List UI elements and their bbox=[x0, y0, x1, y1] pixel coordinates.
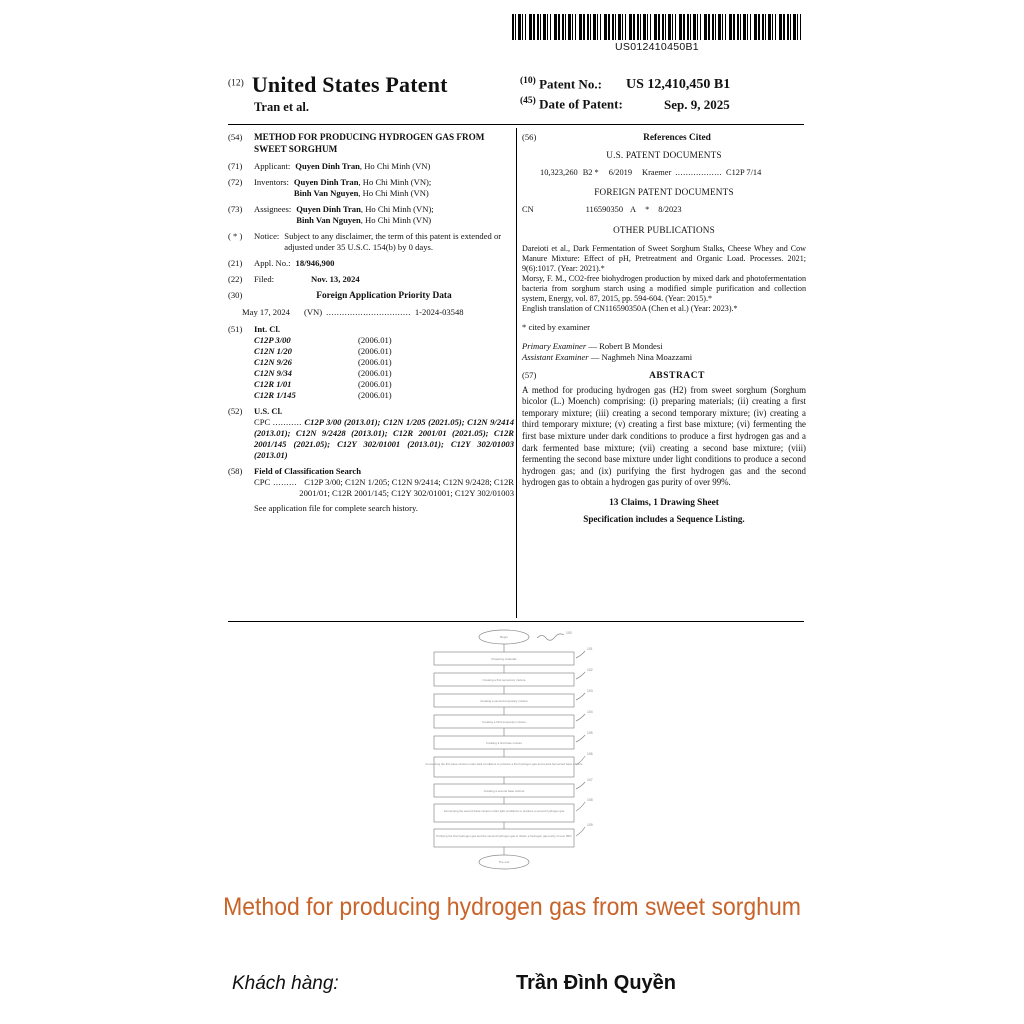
priority-country: (VN) bbox=[303, 306, 323, 317]
field-int-cl bbox=[228, 324, 514, 401]
right-column bbox=[522, 132, 806, 525]
int-cl-symbol: C12R 1/01 bbox=[254, 378, 292, 389]
assistant-examiner-name: — Naghmeh Nina Moazzami bbox=[590, 351, 693, 362]
field-references-cited bbox=[522, 132, 806, 144]
references-code: (56) bbox=[522, 132, 537, 142]
flow-step-ref: 109 bbox=[587, 823, 593, 827]
field-priority bbox=[228, 290, 514, 302]
process-flow-diagram bbox=[424, 628, 624, 876]
field-appl-no bbox=[228, 258, 514, 269]
kind-code: (12) bbox=[228, 78, 244, 89]
date-of-patent-value: Sep. 9, 2025 bbox=[664, 96, 730, 112]
field-invention-title bbox=[228, 132, 514, 156]
field-filed bbox=[228, 274, 514, 285]
assistant-examiner-label: Assistant Examiner bbox=[522, 351, 589, 362]
appl-no-code: (21) bbox=[228, 257, 243, 268]
int-cl-symbol: C12R 1/145 bbox=[254, 389, 296, 400]
barcode-block bbox=[512, 14, 802, 53]
field-search-dots: ......... bbox=[273, 476, 298, 487]
int-cl-row bbox=[254, 368, 514, 379]
sequence-listing-line: Specification includes a Sequence Listing. bbox=[583, 513, 745, 524]
document-caption: Method for producing hydrogen gas from sweet sorghum bbox=[223, 893, 801, 921]
int-cl-row bbox=[254, 390, 514, 401]
field-search-cpc-label: CPC bbox=[254, 476, 271, 487]
barcode-number: US012410450B1 bbox=[615, 41, 699, 53]
assignee-2-location: , Ho Chi Minh (VN) bbox=[360, 214, 432, 225]
primary-examiner-name: — Robert B Mondesi bbox=[588, 340, 663, 351]
claims-count-line: 13 Claims, 1 Drawing Sheet bbox=[609, 497, 719, 508]
other-publication-item: Morsy, F. M., CO2-free biohydrogen production by mixed dark and photofermentation bacteria from sorghum starch using a modified simple purification and collection system, Energy, vol. 87, 2015, pp. 594-604. (Year: 2015).* bbox=[522, 274, 806, 304]
foreign-doc-kind: A bbox=[630, 205, 637, 215]
field-us-cl bbox=[228, 406, 514, 461]
priority-heading: Foreign Application Priority Data bbox=[316, 290, 452, 301]
int-cl-symbol: C12N 9/34 bbox=[254, 367, 292, 378]
int-cl-symbol: C12P 3/00 bbox=[254, 334, 291, 345]
other-publication-item: English translation of CN116590350A (Chen et al.) (Year: 2023).* bbox=[522, 304, 738, 314]
priority-code: (30) bbox=[228, 289, 243, 300]
inventor-1-location: , Ho Chi Minh (VN); bbox=[358, 176, 432, 187]
assignees-code: (73) bbox=[228, 203, 243, 214]
applicant-label: Applicant: bbox=[254, 160, 291, 171]
other-publication-item: Dareioti et al., Dark Fermentation of Sweet Sorghum Stalks, Cheese Whey and Cow Manure Mixture: Effect of pH, Pretreatment and Organic Load. Processes. 2021; 9(6):1017. (Year: 2021).* bbox=[522, 243, 806, 274]
title-right bbox=[520, 72, 804, 113]
us-doc-name: Kraemer bbox=[642, 167, 672, 177]
filed-label: Filed: bbox=[254, 273, 275, 284]
int-cl-version: (2006.01) bbox=[358, 356, 392, 367]
notice-text: Subject to any disclaimer, the term of this patent is extended or adjusted under 35 U.S.C. 154(b) by 0 days. bbox=[284, 230, 502, 252]
inventor-2-name: Binh Van Nguyen bbox=[293, 187, 359, 198]
inventors-label: Inventors: bbox=[254, 176, 289, 187]
abstract-header bbox=[522, 370, 806, 382]
patent-no-value: US 12,410,450 B1 bbox=[626, 77, 731, 93]
primary-examiner-label: Primary Examiner bbox=[522, 340, 587, 351]
field-applicant bbox=[228, 161, 514, 172]
us-cl-heading: U.S. Cl. bbox=[254, 405, 283, 416]
cited-by-examiner-note: * cited by examiner bbox=[522, 321, 591, 332]
priority-row bbox=[242, 307, 514, 318]
int-cl-rows bbox=[254, 335, 514, 401]
flow-step-ref: 101 bbox=[587, 647, 593, 651]
us-doc-class: C12P 7/14 bbox=[726, 167, 762, 177]
flow-step-ref: 106 bbox=[587, 752, 593, 756]
int-cl-version: (2006.01) bbox=[358, 334, 392, 345]
int-cl-version: (2006.01) bbox=[358, 367, 392, 378]
priority-date: May 17, 2024 bbox=[242, 306, 290, 317]
inventor-2-location: , Ho Chi Minh (VN) bbox=[358, 187, 429, 198]
primary-examiner-row bbox=[522, 341, 806, 352]
field-inventors bbox=[228, 177, 514, 199]
inventors-code: (72) bbox=[228, 176, 243, 187]
abstract-heading: ABSTRACT bbox=[649, 370, 705, 381]
int-cl-row bbox=[254, 346, 514, 357]
other-publications-heading: OTHER PUBLICATIONS bbox=[613, 225, 715, 236]
figure-reference-number: 100 bbox=[566, 631, 572, 635]
column-divider bbox=[516, 128, 517, 618]
foreign-doc-star: * bbox=[645, 205, 650, 215]
us-cl-text: C12P 3/00 (2013.01); C12N 1/205 (2021.05); C12N 9/2414 (2013.01); C12N 9/2428 (2013.01); C12R 2001/01 (2021.05); C12R 2001/145 (2021.05); C12Y 302/01001 (2013.01); C12Y 302/01003 (2013.01) bbox=[254, 416, 515, 460]
us-patent-document-row bbox=[522, 168, 806, 179]
title-left bbox=[228, 72, 520, 115]
customer-label: Khách hàng: bbox=[232, 973, 339, 994]
patent-no-code: (10) bbox=[520, 76, 536, 86]
foreign-doc-date: 8/2023 bbox=[658, 205, 682, 215]
foreign-patent-documents-heading: FOREIGN PATENT DOCUMENTS bbox=[594, 186, 734, 197]
field-classification-search bbox=[228, 466, 514, 514]
us-cl-cpc-label: CPC bbox=[254, 416, 271, 427]
barcode-image bbox=[512, 14, 802, 40]
field-assignees bbox=[228, 204, 514, 226]
date-code: (45) bbox=[520, 96, 536, 107]
filed-value: Nov. 13, 2024 bbox=[311, 273, 360, 284]
flow-step-label: Creating a second base mixture bbox=[483, 789, 525, 793]
field-search-footer: See application file for complete search history. bbox=[254, 502, 418, 513]
flow-step-ref: 108 bbox=[587, 798, 593, 802]
flow-step-ref: 107 bbox=[587, 778, 593, 782]
filed-code: (22) bbox=[228, 273, 243, 284]
abstract-code: (57) bbox=[522, 369, 537, 380]
header-divider bbox=[228, 124, 804, 125]
notice-label: Notice: bbox=[254, 230, 280, 241]
us-patent-documents-heading: U.S. PATENT DOCUMENTS bbox=[606, 150, 722, 161]
appl-no-label: Appl. No.: bbox=[254, 257, 291, 268]
int-cl-version: (2006.01) bbox=[358, 389, 392, 400]
left-column bbox=[228, 132, 514, 519]
date-of-patent-label: Date of Patent: bbox=[539, 96, 623, 112]
us-cl-dots: ........... bbox=[272, 416, 302, 427]
flow-step-ref: 105 bbox=[587, 731, 593, 735]
foreign-doc-country: CN bbox=[522, 205, 534, 215]
applicant-location: , Ho Chi Minh (VN) bbox=[359, 160, 431, 171]
inventor-1-name: Quyen Dinh Tran bbox=[293, 176, 359, 187]
us-cl-code: (52) bbox=[228, 405, 243, 416]
flow-step-ref: 102 bbox=[587, 668, 593, 672]
foreign-doc-number: 116590350 bbox=[585, 205, 624, 215]
assignee-2-name: Binh Van Nguyen bbox=[296, 214, 361, 225]
invention-code: (54) bbox=[228, 132, 243, 142]
int-cl-row bbox=[254, 379, 514, 390]
appl-no-value: 18/946,900 bbox=[295, 257, 335, 268]
int-cl-symbol: C12N 1/20 bbox=[254, 345, 292, 356]
flow-end-label: The end bbox=[498, 860, 510, 865]
flow-start-label: Begin bbox=[500, 635, 508, 640]
assignees-label: Assignees: bbox=[254, 203, 292, 214]
applicant-name: Quyen Dinh Tran bbox=[295, 160, 360, 171]
int-cl-symbol: C12N 9/26 bbox=[254, 356, 292, 367]
int-cl-version: (2006.01) bbox=[358, 378, 392, 389]
flow-step-label: Fermenting the second base mixture under light conditions to produce a second hydrogen gas bbox=[443, 809, 565, 813]
references-heading: References Cited bbox=[643, 133, 711, 143]
int-cl-heading: Int. Cl. bbox=[254, 323, 281, 334]
abstract-text: A method for producing hydrogen gas (H2) from sweet sorghum (Sorghum bicolor (L.) Moench) comprising: (i) preparing materials; (ii) creating a first temporary mixture; (iii) creating a second temporary mixture; (iv) creating a third temporary mixture; (v) creating a first base mixture; (vi) fermenting the first base mixture under dark conditions to produce a first hydrogen gas and a dark fermented base mixture; (vii) creating a second base mixture; (viii) fermenting the second base mixture under light conditions to produce a second hydrogen gas; and (ix) purifying the first hydrogen gas and the second hydrogen gas to obtain a hydrogen gas purity of over 99%. bbox=[522, 384, 806, 488]
applicant-code: (71) bbox=[228, 160, 243, 171]
field-search-heading: Field of Classification Search bbox=[254, 465, 362, 476]
int-cl-version: (2006.01) bbox=[358, 345, 392, 356]
flow-step-label: Creating a first base mixture bbox=[485, 741, 523, 745]
int-cl-row bbox=[254, 357, 514, 368]
flow-step-label: Creating a second temporary mixture bbox=[480, 699, 528, 703]
patent-title-block bbox=[228, 72, 804, 115]
notice-code: ( * ) bbox=[228, 230, 243, 241]
priority-dots: ................................ bbox=[326, 306, 411, 317]
flow-step-ref: 104 bbox=[587, 710, 593, 714]
applicant-short: Tran et al. bbox=[254, 100, 309, 114]
priority-number: 1-2024-03548 bbox=[414, 306, 464, 317]
foreign-patent-document-row bbox=[522, 205, 806, 216]
us-doc-kind: B2 * bbox=[582, 167, 599, 177]
assignee-1-location: , Ho Chi Minh (VN); bbox=[360, 203, 434, 214]
field-notice bbox=[228, 231, 514, 253]
patent-no-label: Patent No.: bbox=[539, 76, 602, 92]
invention-title: METHOD FOR PRODUCING HYDROGEN GAS FROM SWEET SORGHUM bbox=[254, 132, 485, 154]
flow-step-label: Creating a third temporary mixture bbox=[482, 720, 526, 724]
page-title: United States Patent bbox=[251, 72, 448, 97]
int-cl-row bbox=[254, 335, 514, 346]
us-doc-dots: .................. bbox=[675, 167, 722, 177]
flow-step-label: Fermenting the first base mixture under dark conditions to produce a first hydrogen gas and a dark fermented base mixture bbox=[425, 762, 583, 766]
flow-step-label: Preparing materials bbox=[491, 657, 517, 661]
flow-step-label: Purifying the first hydrogen gas and the second hydrogen gas to obtain a hydrogen gas purity of over 99% bbox=[436, 834, 572, 838]
field-search-code: (58) bbox=[228, 465, 243, 476]
flow-step-ref: 103 bbox=[587, 689, 593, 693]
flow-step-label: Creating a first temporary mixture bbox=[482, 678, 526, 682]
us-doc-number: 10,323,260 bbox=[540, 167, 578, 177]
customer-name: Trần Đình Quyền bbox=[516, 972, 677, 994]
int-cl-code: (51) bbox=[228, 323, 243, 334]
assignee-1-name: Quyen Dinh Tran bbox=[296, 203, 361, 214]
body-divider bbox=[228, 621, 804, 622]
field-search-text: C12P 3/00; C12N 1/205; C12N 9/2414; C12N 9/2428; C12R 2001/01; C12R 2001/145; C12Y 302/01001; C12Y 302/01003 bbox=[299, 476, 514, 498]
assistant-examiner-row bbox=[522, 352, 806, 363]
us-doc-date: 6/2019 bbox=[608, 167, 633, 177]
